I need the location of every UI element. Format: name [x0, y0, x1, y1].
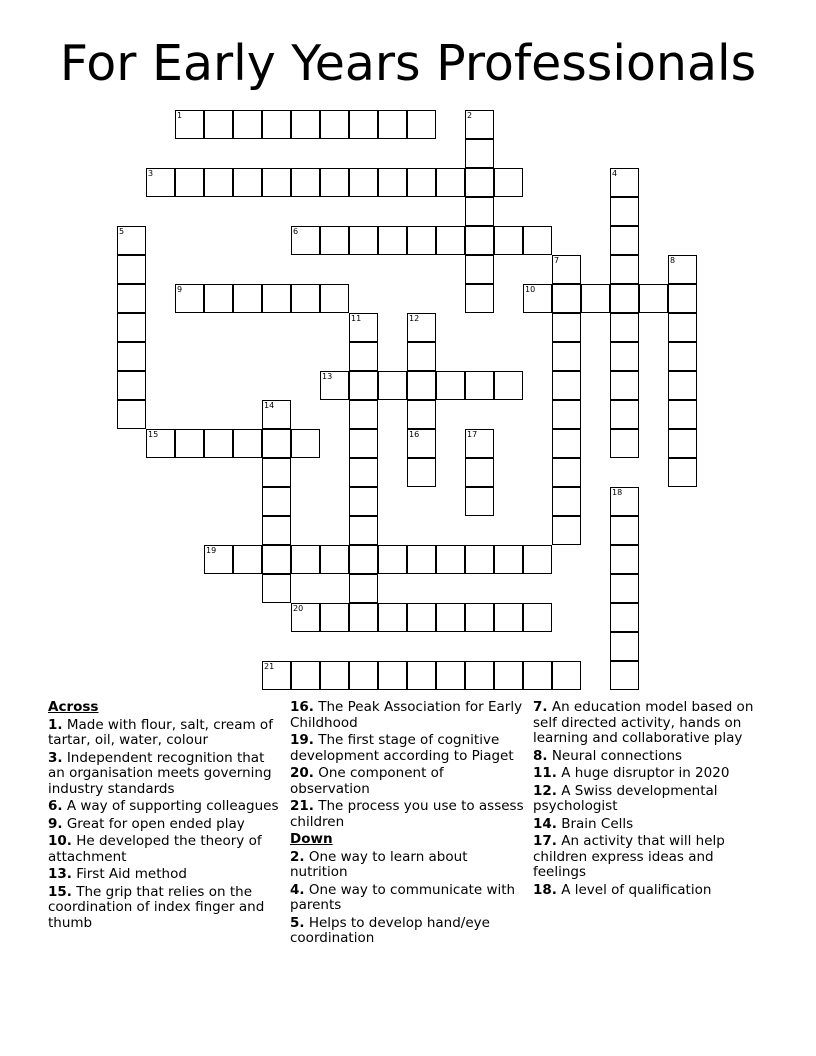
- grid-cell[interactable]: [204, 284, 233, 313]
- cell-number: 10: [525, 285, 536, 294]
- grid-cell[interactable]: [523, 284, 552, 313]
- grid-cell[interactable]: [117, 313, 146, 342]
- grid-cell[interactable]: [291, 284, 320, 313]
- clue-number: 14.: [533, 815, 557, 832]
- grid-cell[interactable]: [610, 342, 639, 371]
- grid-cell[interactable]: [175, 284, 204, 313]
- clue-column-2: [290, 700, 526, 949]
- across-clue: [48, 885, 280, 932]
- grid-cell[interactable]: [175, 168, 204, 197]
- grid-cell[interactable]: [581, 284, 610, 313]
- grid-cell[interactable]: [407, 429, 436, 458]
- cell-number: 11: [351, 314, 362, 323]
- grid-cell[interactable]: [552, 516, 581, 545]
- grid-cell[interactable]: [610, 226, 639, 255]
- clue-text: A huge disruptor in 2020: [561, 765, 730, 781]
- grid-cell[interactable]: [668, 371, 697, 400]
- grid-cell[interactable]: [610, 313, 639, 342]
- down-clue: [290, 850, 526, 881]
- grid-cell[interactable]: [523, 545, 552, 574]
- down-clue: [533, 700, 761, 747]
- grid-cell[interactable]: [407, 313, 436, 342]
- grid-cell[interactable]: [378, 226, 407, 255]
- grid-cell[interactable]: [204, 545, 233, 574]
- grid-cell[interactable]: [494, 545, 523, 574]
- grid-cell[interactable]: [465, 545, 494, 574]
- grid-cell[interactable]: [117, 226, 146, 255]
- grid-cell[interactable]: [494, 371, 523, 400]
- down-clue: [533, 834, 761, 881]
- grid-cell[interactable]: [465, 487, 494, 516]
- grid-cell[interactable]: [610, 545, 639, 574]
- down-clue: [533, 784, 761, 815]
- cell-number: 18: [612, 488, 623, 497]
- clue-number: 17.: [533, 833, 557, 849]
- grid-cell[interactable]: [610, 400, 639, 429]
- cell-number: 20: [293, 604, 304, 613]
- grid-cell[interactable]: [349, 429, 378, 458]
- grid-cell[interactable]: [378, 168, 407, 197]
- clue-number: 2.: [290, 848, 305, 865]
- clue-number: 6.: [48, 798, 63, 814]
- grid-cell[interactable]: [494, 661, 523, 690]
- grid-cell[interactable]: [349, 574, 378, 603]
- cell-number: 4: [612, 169, 618, 178]
- clue-text: Helps to develop hand/eye coordination: [290, 914, 490, 946]
- across-clue: [48, 867, 280, 883]
- clues-section: [0, 700, 816, 1000]
- down-clue: [533, 749, 761, 765]
- grid-cell[interactable]: [291, 168, 320, 197]
- grid-cell[interactable]: [552, 371, 581, 400]
- grid-cell[interactable]: [523, 661, 552, 690]
- clue-number: 3.: [48, 749, 63, 766]
- grid-cell[interactable]: [320, 603, 349, 632]
- clue-text: The Peak Association for Early Childhood: [290, 699, 523, 731]
- cell-number: 3: [148, 169, 154, 178]
- grid-cell[interactable]: [146, 429, 175, 458]
- clue-number: 13.: [48, 866, 72, 882]
- grid-cell[interactable]: [378, 661, 407, 690]
- grid-cell[interactable]: [407, 458, 436, 487]
- across-clue: [48, 718, 280, 749]
- grid-cell[interactable]: [436, 226, 465, 255]
- grid-cell[interactable]: [668, 284, 697, 313]
- cell-number: 17: [467, 430, 478, 439]
- grid-cell[interactable]: [349, 342, 378, 371]
- grid-cell[interactable]: [204, 110, 233, 139]
- grid-cell[interactable]: [146, 168, 175, 197]
- clue-number: 11.: [533, 765, 557, 781]
- grid-cell[interactable]: [610, 197, 639, 226]
- grid-cell[interactable]: [320, 545, 349, 574]
- cell-number: 8: [670, 256, 676, 265]
- grid-cell[interactable]: [407, 342, 436, 371]
- grid-cell[interactable]: [262, 429, 291, 458]
- grid-cell[interactable]: [610, 574, 639, 603]
- puzzle-title: For Early Years Professionals: [59, 35, 757, 92]
- clue-number: 16.: [290, 699, 314, 715]
- grid-cell[interactable]: [407, 400, 436, 429]
- across-heading: Across: [48, 699, 99, 715]
- grid-cell[interactable]: [407, 603, 436, 632]
- clue-text: He developed the theory of attachment: [48, 833, 262, 865]
- cell-number: 1: [177, 111, 183, 120]
- grid-cell[interactable]: [610, 429, 639, 458]
- clue-number: 12.: [533, 782, 557, 799]
- grid-cell[interactable]: [291, 545, 320, 574]
- grid-cell[interactable]: [436, 661, 465, 690]
- clue-column-3: [533, 700, 761, 900]
- grid-cell[interactable]: [349, 545, 378, 574]
- grid-cell[interactable]: [262, 487, 291, 516]
- across-clue: [48, 751, 280, 798]
- grid-cell[interactable]: [349, 168, 378, 197]
- grid-cell[interactable]: [668, 313, 697, 342]
- grid-cell[interactable]: [262, 458, 291, 487]
- clue-number: 15.: [48, 883, 72, 900]
- grid-cell[interactable]: [291, 110, 320, 139]
- grid-cell[interactable]: [117, 342, 146, 371]
- grid-cell[interactable]: [552, 255, 581, 284]
- grid-cell[interactable]: [349, 458, 378, 487]
- grid-cell[interactable]: [668, 400, 697, 429]
- grid-cell[interactable]: [117, 284, 146, 313]
- clue-text: One way to communicate with parents: [290, 881, 516, 913]
- grid-cell[interactable]: [204, 168, 233, 197]
- clue-number: 7.: [533, 699, 548, 715]
- grid-cell[interactable]: [262, 516, 291, 545]
- down-clue: [290, 916, 526, 947]
- clue-number: 10.: [48, 833, 72, 849]
- grid-cell[interactable]: [175, 110, 204, 139]
- grid-cell[interactable]: [552, 487, 581, 516]
- grid-cell[interactable]: [552, 400, 581, 429]
- grid-cell[interactable]: [610, 487, 639, 516]
- grid-cell[interactable]: [407, 226, 436, 255]
- down-clue: [290, 883, 526, 914]
- grid-cell[interactable]: [378, 603, 407, 632]
- clue-number: 4.: [290, 881, 305, 898]
- cell-number: 12: [409, 314, 420, 323]
- grid-cell[interactable]: [349, 226, 378, 255]
- grid-cell[interactable]: [407, 110, 436, 139]
- grid-cell[interactable]: [117, 371, 146, 400]
- grid-cell[interactable]: [407, 371, 436, 400]
- across-clue: [48, 817, 280, 833]
- cell-number: 2: [467, 111, 473, 120]
- across-clue: [48, 834, 280, 865]
- grid-cell[interactable]: [262, 284, 291, 313]
- clue-text: A Swiss developmental psychologist: [533, 782, 718, 814]
- grid-cell[interactable]: [465, 226, 494, 255]
- clue-text: An education model based on self directed activity, hands on learning and collaborative play: [533, 699, 754, 746]
- cell-number: 16: [409, 430, 420, 439]
- grid-cell[interactable]: [291, 603, 320, 632]
- clue-number: 8.: [533, 747, 548, 764]
- clue-text: Neural connections: [551, 747, 683, 764]
- clue-number: 1.: [48, 716, 63, 733]
- grid-cell[interactable]: [117, 400, 146, 429]
- grid-cell[interactable]: [494, 168, 523, 197]
- cell-number: 19: [206, 546, 217, 555]
- grid-cell[interactable]: [262, 545, 291, 574]
- grid-cell[interactable]: [436, 545, 465, 574]
- grid-cell[interactable]: [233, 168, 262, 197]
- grid-cell[interactable]: [349, 661, 378, 690]
- grid-cell[interactable]: [465, 284, 494, 313]
- grid-cell[interactable]: [494, 603, 523, 632]
- grid-cell[interactable]: [349, 400, 378, 429]
- grid-cell[interactable]: [349, 603, 378, 632]
- grid-cell[interactable]: [407, 545, 436, 574]
- grid-cell[interactable]: [378, 110, 407, 139]
- grid-cell[interactable]: [552, 342, 581, 371]
- grid-cell[interactable]: [291, 429, 320, 458]
- grid-cell[interactable]: [552, 313, 581, 342]
- grid-cell[interactable]: [233, 545, 262, 574]
- grid-cell[interactable]: [349, 313, 378, 342]
- grid-cell[interactable]: [610, 371, 639, 400]
- grid-cell[interactable]: [436, 603, 465, 632]
- clue-text: A way of supporting colleagues: [66, 798, 279, 814]
- grid-cell[interactable]: [668, 255, 697, 284]
- grid-cell[interactable]: [668, 458, 697, 487]
- grid-cell[interactable]: [378, 371, 407, 400]
- grid-cell[interactable]: [262, 400, 291, 429]
- grid-cell[interactable]: [117, 255, 146, 284]
- grid-cell[interactable]: [262, 110, 291, 139]
- clue-text: The first stage of cognitive development according to Piaget: [290, 732, 514, 764]
- clue-number: 18.: [533, 881, 557, 898]
- clue-text: The process you use to assess children: [290, 798, 524, 830]
- cell-number: 9: [177, 285, 183, 294]
- grid-cell[interactable]: [407, 661, 436, 690]
- clue-text: Brain Cells: [561, 815, 634, 832]
- clue-text: An activity that will help children express ideas and feelings: [533, 833, 725, 880]
- grid-cell[interactable]: [436, 371, 465, 400]
- grid-cell[interactable]: [233, 110, 262, 139]
- across-clue: [290, 766, 526, 797]
- grid-cell[interactable]: [436, 168, 465, 197]
- grid-cell[interactable]: [639, 284, 668, 313]
- grid-cell[interactable]: [465, 110, 494, 139]
- grid-cell[interactable]: [610, 632, 639, 661]
- grid-cell[interactable]: [233, 429, 262, 458]
- clue-text: Independent recognition that an organisation meets governing industry standards: [48, 749, 272, 797]
- grid-cell[interactable]: [494, 226, 523, 255]
- grid-cell[interactable]: [465, 603, 494, 632]
- grid-cell[interactable]: [320, 168, 349, 197]
- grid-cell[interactable]: [465, 139, 494, 168]
- grid-cell[interactable]: [349, 516, 378, 545]
- down-clue: [533, 817, 761, 833]
- grid-cell[interactable]: [465, 429, 494, 458]
- grid-cell[interactable]: [552, 284, 581, 313]
- grid-cell[interactable]: [349, 487, 378, 516]
- cell-number: 6: [293, 227, 299, 236]
- clue-number: 19.: [290, 732, 314, 748]
- grid-cell[interactable]: [668, 429, 697, 458]
- grid-cell[interactable]: [465, 661, 494, 690]
- clue-number: 5.: [290, 914, 305, 931]
- across-clue: [290, 799, 526, 830]
- grid-cell[interactable]: [320, 661, 349, 690]
- grid-cell[interactable]: [349, 110, 378, 139]
- grid-cell[interactable]: [320, 110, 349, 139]
- grid-cell[interactable]: [668, 342, 697, 371]
- clue-text: A level of qualification: [561, 881, 712, 898]
- grid-cell[interactable]: [262, 168, 291, 197]
- cell-number: 13: [322, 372, 333, 381]
- clue-column-1: [48, 700, 280, 933]
- grid-cell[interactable]: [320, 284, 349, 313]
- down-heading: Down: [290, 831, 333, 847]
- grid-cell[interactable]: [610, 168, 639, 197]
- grid-cell[interactable]: [552, 661, 581, 690]
- across-clue: [290, 733, 526, 764]
- cell-number: 21: [264, 662, 275, 671]
- grid-cell[interactable]: [610, 255, 639, 284]
- grid-cell[interactable]: [465, 255, 494, 284]
- grid-cell[interactable]: [233, 284, 262, 313]
- grid-cell[interactable]: [378, 545, 407, 574]
- grid-cell[interactable]: [262, 574, 291, 603]
- grid-cell[interactable]: [523, 603, 552, 632]
- grid-cell[interactable]: [610, 603, 639, 632]
- down-clue: [533, 766, 761, 782]
- grid-cell[interactable]: [262, 661, 291, 690]
- grid-cell[interactable]: [465, 371, 494, 400]
- grid-cell[interactable]: [610, 516, 639, 545]
- clue-text: One component of observation: [290, 765, 444, 797]
- across-clue: [48, 799, 280, 815]
- down-clue: [533, 883, 761, 899]
- clue-text: The grip that relies on the coordination of index finger and thumb: [48, 883, 265, 931]
- grid-cell[interactable]: [465, 168, 494, 197]
- clue-number: 9.: [48, 815, 63, 832]
- grid-cell[interactable]: [407, 168, 436, 197]
- grid-cell[interactable]: [291, 226, 320, 255]
- cell-number: 7: [554, 256, 560, 265]
- clue-number: 20.: [290, 765, 314, 781]
- grid-cell[interactable]: [610, 284, 639, 313]
- cell-number: 5: [119, 227, 125, 236]
- grid-cell[interactable]: [175, 429, 204, 458]
- clue-text: First Aid method: [76, 866, 187, 882]
- clue-text: One way to learn about nutrition: [290, 848, 468, 880]
- grid-cell[interactable]: [465, 197, 494, 226]
- grid-cell[interactable]: [552, 429, 581, 458]
- clue-number: 21.: [290, 798, 314, 814]
- grid-cell[interactable]: [291, 661, 320, 690]
- cell-number: 14: [264, 401, 275, 410]
- grid-cell[interactable]: [349, 371, 378, 400]
- grid-cell[interactable]: [610, 661, 639, 690]
- grid-cell[interactable]: [204, 429, 233, 458]
- grid-cell[interactable]: [523, 226, 552, 255]
- grid-cell[interactable]: [320, 226, 349, 255]
- across-clue: [290, 700, 526, 731]
- grid-cell[interactable]: [465, 458, 494, 487]
- grid-cell[interactable]: [320, 371, 349, 400]
- grid-cell[interactable]: [552, 458, 581, 487]
- clue-text: Great for open ended play: [66, 815, 245, 832]
- cell-number: 15: [148, 430, 159, 439]
- clue-text: Made with flour, salt, cream of tartar, oil, water, colour: [48, 716, 273, 748]
